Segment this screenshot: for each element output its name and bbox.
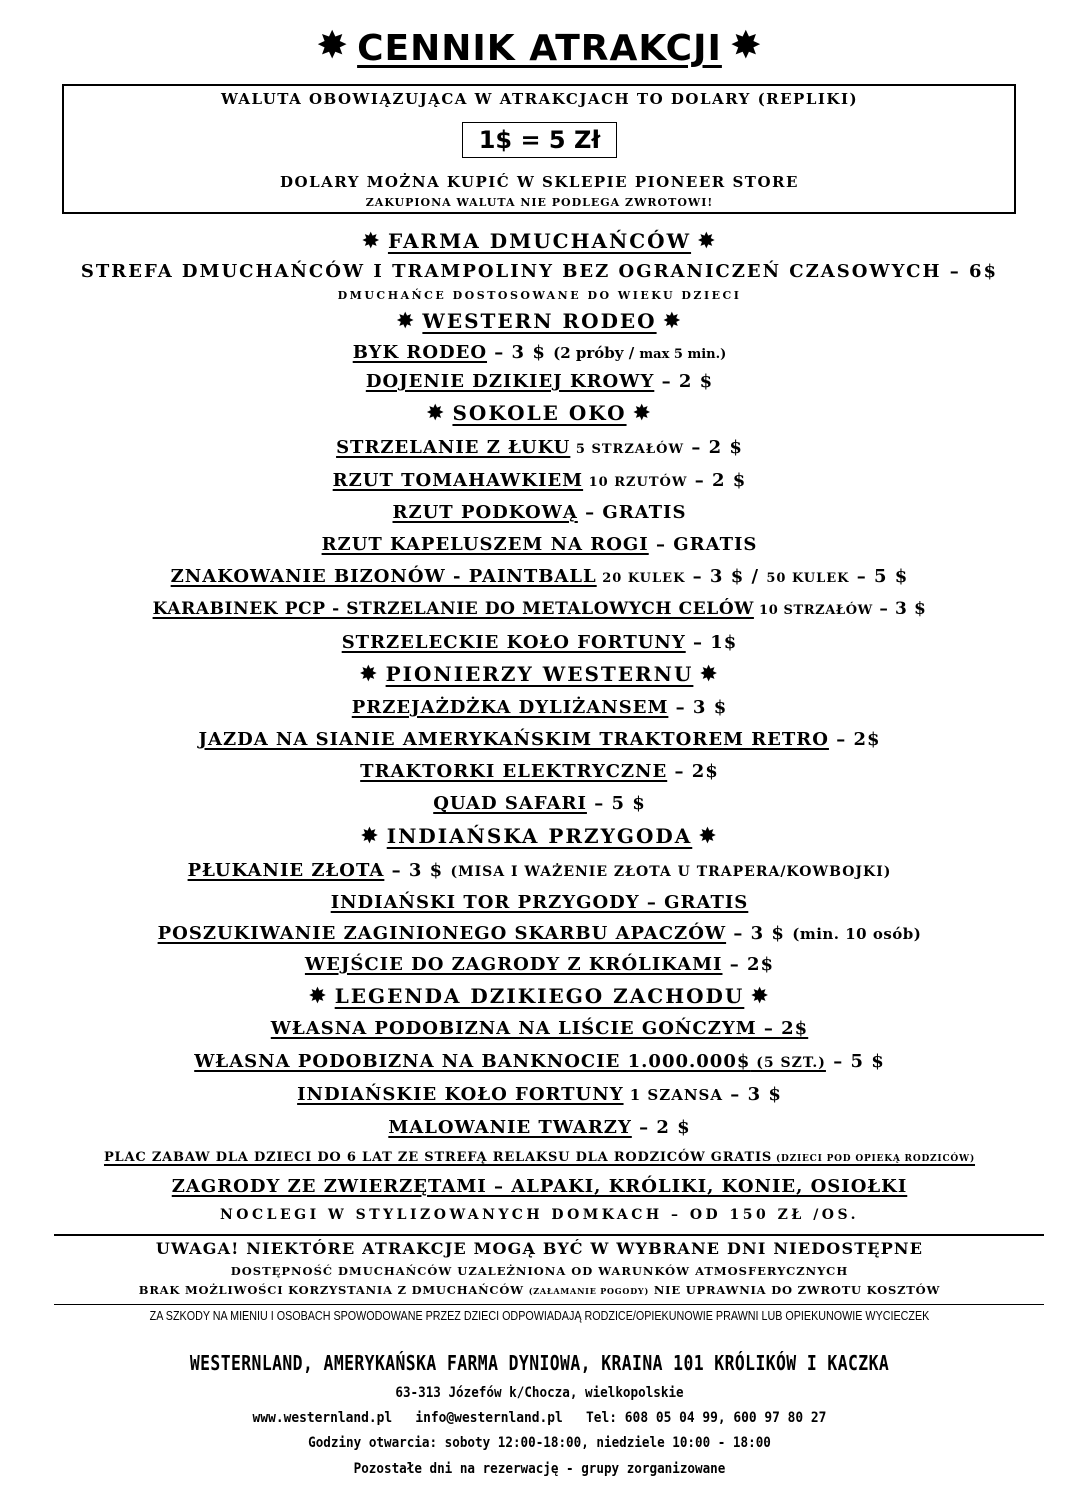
price-item: ZNAKOWANIE BIZONÓW - PAINTBALL 20 KULEK – 3 $ / 50 KULEK – 5 $: [170, 566, 909, 587]
sheriff-star-icon: ✸: [308, 984, 329, 1009]
section-title-pionierzy: ✸ PIONIERZY WESTERNU ✸: [359, 662, 720, 687]
price-item: RZUT TOMAHAWKIEM 10 RZUTÓW – 2 $: [332, 470, 747, 491]
sheriff-star-icon: ✸: [699, 662, 720, 687]
price-item: JAZDA NA SIANIE AMERYKAŃSKIM TRAKTOREM RETRO – 2$: [198, 729, 881, 750]
price-item: ZAGRODY ZE ZWIERZĘTAMI – ALPAKI, KRÓLIKI, KONIE, OSIOŁKI: [171, 1176, 908, 1197]
sheriff-star-icon: ✸: [359, 662, 380, 687]
section-title-indianska: ✸ INDIAŃSKA PRZYGODA ✸: [360, 824, 719, 849]
sheriff-star-icon: ✸: [729, 23, 763, 67]
price-item: RZUT KAPELUSZEM NA ROGI – GRATIS: [321, 534, 758, 555]
section-title-rodeo: ✸ WESTERN RODEO ✸: [395, 309, 684, 334]
price-item: WŁASNA PODOBIZNA NA BANKNOCIE 1.000.000$ (5 SZT.) – 5 $: [194, 1051, 885, 1072]
price-item: INDIAŃSKI TOR PRZYGODY – GRATIS: [330, 892, 749, 913]
price-item: INDIAŃSKIE KOŁO FORTUNY 1 SZANSA – 3 $: [297, 1084, 782, 1105]
notice-warning: UWAGA! NIEKTÓRE ATRAKCJE MOGĄ BYĆ W WYBRANE DNI NIEDOSTĘPNE: [155, 1239, 924, 1258]
price-item: PLAC ZABAW DLA DZIECI DO 6 LAT ZE STREFĄ RELAKSU DLA RODZICÓW GRATIS (DZIECI POD OPIEKĄ RODZICÓW): [103, 1150, 976, 1165]
section-title-sokole: ✸ SOKOLE OKO ✸: [426, 401, 653, 426]
email-link[interactable]: info@westernland.pl: [415, 1410, 563, 1426]
phone-numbers: Tel: 608 05 04 99, 600 97 80 27: [586, 1410, 827, 1426]
sheriff-star-icon: ✸: [662, 309, 684, 334]
exchange-rate: 1$ = 5 Zł: [462, 122, 617, 158]
price-item: STRZELECKIE KOŁO FORTUNY – 1$: [341, 632, 738, 653]
divider: [54, 1304, 1044, 1305]
price-item: DOJENIE DZIKIEJ KROWY – 2 $: [365, 371, 714, 392]
page-title: ✸ CENNIK ATRAKCJI ✸: [316, 23, 763, 69]
price-item: BYK RODEO – 3 $ (2 próby / max 5 min.): [352, 342, 727, 363]
company-address: 63-313 Józefów k/Chocza, wielkopolskie: [395, 1385, 684, 1401]
notice-line: BRAK MOŻLIWOŚCI KORZYSTANIA Z DMUCHAŃCÓW (ZAŁAMANIE POGODY) NIE UPRAWNIA DO ZWROTU KOSZTÓW: [138, 1283, 941, 1297]
notice-line: DOSTĘPNOŚĆ DMUCHAŃCÓW UZALEŻNIONA OD WARUNKÓW ATMOSFERYCZNYCH: [230, 1264, 849, 1278]
price-item: MALOWANIE TWARZY – 2 $: [388, 1117, 691, 1138]
sheriff-star-icon: ✸: [632, 401, 653, 426]
company-name: WESTERNLAND, AMERYKAŃSKA FARMA DYNIOWA, KRAINA 101 KRÓLIKÓW I KACZKA: [189, 1351, 890, 1375]
price-item: QUAD SAFARI – 5 $: [433, 793, 646, 814]
reservation-info: Pozostałe dni na rezerwację - grupy zorganizowane: [353, 1461, 726, 1477]
section-title-legenda: ✸ LEGENDA DZIKIEGO ZACHODU ✸: [308, 984, 771, 1009]
opening-hours: Godziny otwarcia: soboty 12:00-18:00, niedziele 10:00 - 18:00: [308, 1435, 771, 1451]
currency-purchase-info: DOLARY MOŻNA KUPIĆ W SKLEPIE PIONEER STORE: [280, 173, 799, 191]
price-item: WŁASNA PODOBIZNA NA LIŚCIE GOŃCZYM – 2$: [270, 1018, 809, 1039]
sheriff-star-icon: ✸: [698, 824, 719, 849]
price-item: RZUT PODKOWĄ – GRATIS: [392, 502, 687, 523]
liability-notice: ZA SZKODY NA MIENIU I OSOBACH SPOWODOWANE PRZEZ DZIECI ODPOWIADAJĄ RODZICE/OPIEKUNOWIE PRAWNI LUB OPIEKUNOWIE WYCIECZEK: [149, 1309, 930, 1323]
price-item: NOCLEGI W STYLIZOWANYCH DOMKACH – OD 150 ZŁ /OS.: [220, 1207, 859, 1223]
price-item: TRAKTORKI ELEKTRYCZNE – 2$: [360, 761, 719, 782]
sheriff-star-icon: ✸: [395, 309, 417, 334]
currency-info: WALUTA OBOWIĄZUJĄCA W ATRAKCJACH TO DOLARY (REPLIKI): [220, 90, 859, 108]
price-item: PŁUKANIE ZŁOTA – 3 $ (MISA I WAŻENIE ZŁOTA U TRAPERA/KOWBOJKI): [187, 860, 892, 881]
sheriff-star-icon: ✸: [316, 23, 350, 67]
contact-line: [43, 1411, 1036, 1425]
sheriff-star-icon: ✸: [426, 401, 447, 426]
price-item: WEJŚCIE DO ZAGRODY Z KRÓLIKAMI – 2$: [304, 954, 775, 975]
price-item: KARABINEK PCP - STRZELANIE DO METALOWYCH CELÓW 10 STRZAŁÓW – 3 $: [152, 599, 927, 619]
sheriff-star-icon: ✸: [750, 984, 771, 1009]
price-note: DMUCHAŃCE DOSTOSOWANE DO WIEKU DZIECI: [337, 289, 742, 302]
sheriff-star-icon: ✸: [360, 824, 381, 849]
price-item: POSZUKIWANIE ZAGINIONEGO SKARBU APACZÓW – 3 $ (min. 10 osób): [157, 923, 922, 944]
price-item: PRZEJAŻDŻKA DYLIŻANSEM – 3 $: [351, 697, 728, 718]
sheriff-star-icon: ✸: [361, 229, 382, 254]
price-item: STRZELANIE Z ŁUKU 5 STRZAŁÓW – 2 $: [336, 437, 743, 458]
currency-no-refund: ZAKUPIONA WALUTA NIE PODLEGA ZWROTOWI!: [365, 196, 714, 209]
website-link[interactable]: www.westernland.pl: [252, 1410, 393, 1426]
price-item: STREFA DMUCHAŃCÓW I TRAMPOLINY BEZ OGRANICZEŃ CZASOWYCH – 6$: [80, 261, 999, 282]
section-title-farma: ✸ FARMA DMUCHAŃCÓW ✸: [361, 229, 718, 254]
sheriff-star-icon: ✸: [697, 229, 718, 254]
divider: [54, 1234, 1044, 1236]
